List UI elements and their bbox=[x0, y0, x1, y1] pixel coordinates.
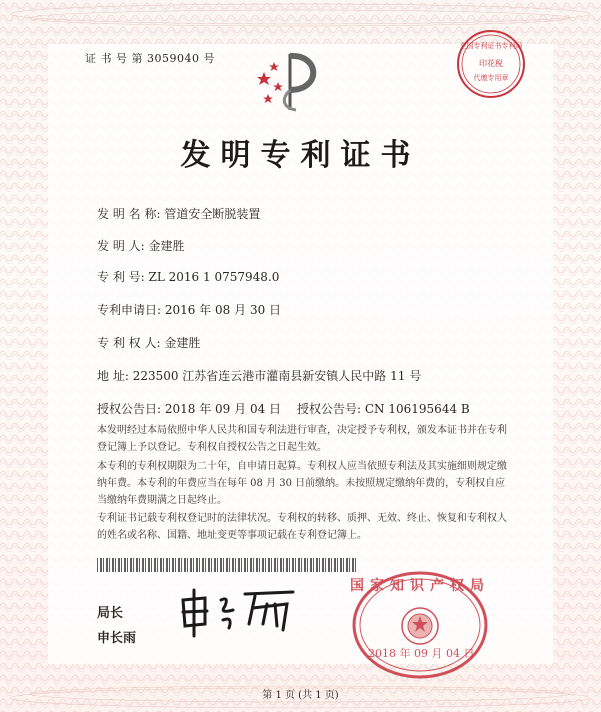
field-value: 金建胜 bbox=[148, 239, 185, 253]
field-inventor bbox=[97, 237, 185, 254]
certificate-number: 证 书 号 第 3059040 号 bbox=[85, 52, 215, 65]
paragraph-grant: 本发明经过本局依照中华人民共和国专利法进行审查，决定授予专利权，颁发本证书并在专利登记簿上予以登记。专利权自授权公告之日起生效。 bbox=[97, 425, 507, 453]
director-signature bbox=[175, 580, 305, 640]
seal-top-line2: 印花税 bbox=[479, 59, 503, 68]
seal-top-line1: 全国专利证书专利局 bbox=[459, 42, 523, 50]
barcode bbox=[97, 558, 357, 572]
field-patent-number bbox=[97, 268, 279, 285]
field-label: 专利申请日: bbox=[97, 303, 162, 317]
field-label: 地 址: bbox=[97, 369, 129, 383]
field-value: 2016 年 08 月 30 日 bbox=[164, 303, 282, 317]
cnipa-logo-icon bbox=[250, 50, 330, 115]
field-address bbox=[97, 367, 421, 384]
seal-bottom-text: 国家知识产权局 bbox=[350, 578, 490, 594]
field-patentee bbox=[97, 334, 200, 351]
tax-stamp-seal bbox=[455, 28, 527, 100]
field-value: 金建胜 bbox=[164, 336, 201, 350]
field-value: 2018 年 09 月 04 日 bbox=[164, 402, 282, 416]
field-label: 授权公告日: bbox=[97, 402, 162, 416]
field-label: 发 明 人: bbox=[97, 239, 145, 253]
director-title: 局长 bbox=[97, 606, 124, 621]
seal-top-line3: 代缴专用章 bbox=[473, 74, 509, 82]
seal-date: 2018 年 09 月 04 日 bbox=[368, 647, 475, 660]
page-title: 发明专利证书 bbox=[180, 138, 421, 173]
cnipa-seal bbox=[350, 570, 490, 680]
field-label: 授权公告号: bbox=[297, 402, 362, 416]
field-grant-date bbox=[97, 400, 281, 417]
director-name: 申长雨 bbox=[97, 631, 137, 646]
paragraph-term: 本专利的专利权期限为二十年，自申请日起算。专利权人应当依照专利法及其实施细则规定缴纳年费。本专利的年费应当在每年 08 月 30 日前缴纳。未按照规定缴纳年费的，专利权自应当缴纳年费期满之日起终止。 bbox=[97, 461, 507, 506]
field-value: 管道安全断脱装置 bbox=[164, 207, 261, 221]
field-application-date bbox=[97, 301, 281, 318]
field-label: 发 明 名 称: bbox=[97, 207, 161, 221]
field-label: 专 利 号: bbox=[97, 270, 145, 284]
paragraph-legal-status: 专利证书记载专利权登记时的法律状况。专利权的转移、质押、无效、终止、恢复和专利权人的姓名或名称、国籍、地址变更等事项记载在专利登记簿上。 bbox=[97, 513, 507, 541]
field-grant-number bbox=[297, 400, 470, 417]
field-invention-name bbox=[97, 205, 260, 222]
field-value: 223500 江苏省连云港市灌南县新安镇人民中路 11 号 bbox=[132, 369, 422, 383]
field-label: 专 利 权 人: bbox=[97, 336, 161, 350]
field-value: CN 106195644 B bbox=[364, 402, 470, 416]
page-number: 第 1 页 (共 1 页) bbox=[262, 690, 339, 701]
field-value: ZL 2016 1 0757948.0 bbox=[148, 270, 280, 284]
